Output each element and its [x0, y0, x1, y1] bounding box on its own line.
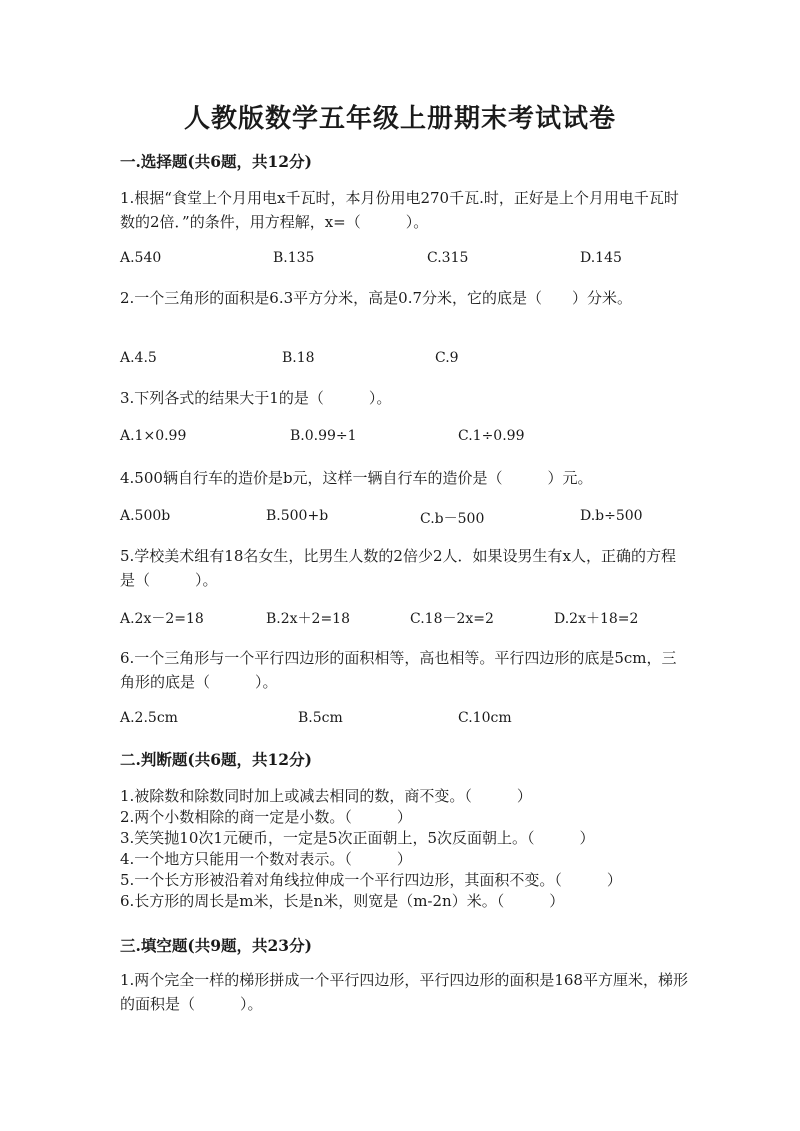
choice-question-4: 4.500辆自行车的造价是b元，这样一辆自行车的造价是（ ）元。	[120, 469, 593, 487]
choice-options-3	[120, 428, 720, 448]
option-d: D.145	[580, 250, 622, 266]
judge-item: 6.长方形的周长是m米，长是n米，则宽是（m-2n）米。（ ）	[120, 892, 565, 910]
exam-title: 人教版数学五年级上册期末考试试卷	[183, 104, 616, 134]
choice-question-6: 6.一个三角形与一个平行四边形的面积相等，高也相等。平行四边形的底是5cm，三角形的底是（ ）。	[120, 649, 677, 691]
option-c: C.10cm	[458, 710, 512, 726]
option-b: B.0.99÷1	[290, 428, 357, 444]
option-c: C.1÷0.99	[458, 428, 525, 444]
fill-question-1: 1.两个完全一样的梯形拼成一个平行四边形，平行四边形的面积是168平方厘米，梯形的面积是（ ）。	[120, 971, 688, 1013]
choice-options-6	[120, 710, 720, 730]
choice-question-5: 5.学校美术组有18名女生，比男生人数的2倍少2人．如果设男生有x人，正确的方程是（ ）。	[120, 547, 676, 589]
judge-item: 3.笑笑抛10次1元硬币，一定是5次正面朝上，5次反面朝上。（ ）	[120, 829, 595, 847]
choice-options-4	[120, 508, 720, 528]
option-a: A.2x－2=18	[120, 611, 204, 627]
option-c: C.9	[435, 350, 459, 366]
choice-options-1	[120, 250, 720, 270]
judge-item: 2.两个小数相除的商一定是小数。（ ）	[120, 808, 412, 826]
judge-item: 4.一个地方只能用一个数对表示。（ ）	[120, 850, 412, 868]
choice-question-1: 1.根据“食堂上个月用电x千瓦时，本月份用电270千瓦.时，正好是上个月用电千瓦时数的2倍．”的条件，用方程解，x=（ ）。	[120, 189, 679, 231]
judge-item: 5.一个长方形被沿着对角线拉伸成一个平行四边形，其面积不变。（ ）	[120, 871, 622, 889]
section-judge-header: 二.判断题(共6题，共12分)	[120, 750, 312, 769]
option-a: A.4.5	[120, 350, 157, 366]
option-b: B.500+b	[266, 508, 329, 524]
option-d: D.b÷500	[580, 508, 643, 524]
option-a: A.500b	[120, 508, 171, 524]
section-choice-header: 一.选择题(共6题，共12分)	[120, 152, 312, 171]
option-b: B.18	[282, 350, 315, 366]
choice-question-3: 3.下列各式的结果大于1的是（ ）。	[120, 389, 392, 407]
option-a: A.2.5cm	[120, 710, 178, 726]
choice-question-2: 2.一个三角形的面积是6.3平方分米，高是0.7分米，它的底是（ ）分米。	[120, 289, 633, 307]
judge-item: 1.被除数和除数同时加上或减去相同的数，商不变。（ ）	[120, 787, 532, 805]
choice-options-2	[120, 350, 720, 370]
option-b: B.135	[273, 250, 315, 266]
option-a: A.540	[120, 250, 162, 266]
option-d: D.2x＋18=2	[554, 611, 639, 627]
option-a: A.1×0.99	[120, 428, 187, 444]
choice-options-5	[120, 608, 720, 628]
option-c: C.315	[427, 250, 469, 266]
option-b: B.2x＋2=18	[266, 611, 350, 627]
option-c: C.18－2x=2	[410, 611, 494, 627]
option-b: B.5cm	[298, 710, 343, 726]
judge-list	[120, 786, 720, 912]
option-c: C.b－500	[420, 511, 485, 527]
section-fill-header: 三.填空题(共9题，共23分)	[120, 936, 312, 955]
